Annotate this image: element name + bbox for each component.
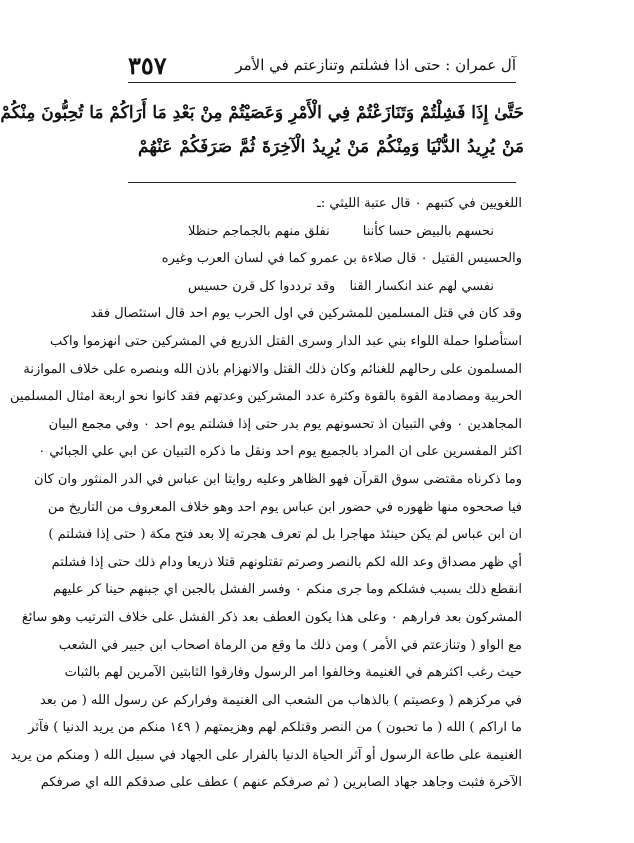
verse-line: حَتَّىٰ إِذَا فَشِلْتُمْ وَتَنَازَعْتُمْ فِي الْأَمْرِ وَعَصَيْتُمْ مِنْ بَعْدِ مَا أَرَاكُمْ مَا تُحِبُّونَ مِنْكُمْ [0, 103, 524, 123]
commentary-line: فيا صححوه منها ظهوره في حضور ابن عباس يوم احد وهو خلاف المعروف من التاريخ من [47, 499, 522, 515]
poetry-verse [128, 218, 522, 246]
header-title: آل عمران : حتى اذا فشلتم وتنازعتم في الأمر [235, 56, 516, 74]
poem-hemistich-second: نفلق منهم بالجماجم حنظلا [188, 223, 330, 239]
commentary-line: أي ظهر مصداق وعد الله لكم بالنصر وصرتم تقتلونهم قتلا ذريعا ودام ذلك حتى إذا فشلتم [51, 554, 522, 570]
commentary-line: وما ذكرناه مقتضى سوق القرآن فهو الظاهر وعليه روايتا ابن عباس في الدر المنثور وان كان [34, 471, 522, 487]
commentary-line: الحربية ومصادمة القوة بالقوة وكثرة عدد المشركين وعدتهم فقد كانوا نحو اربعة امثال المسلمين [9, 389, 522, 405]
commentary-line: في مركزهم ( وعصيتم ) بالذهاب من الشعب الى الغنيمة وفراركم عن رسول الله ( من بعد [39, 692, 522, 708]
commentary-line: انقطع ذلك بسبب فشلكم وما جرى منكم ٠ وفسر الفشل بالجبن اي جبنهم حينا كر عليهم [53, 582, 522, 598]
header-rule [128, 82, 516, 83]
commentary-line: حيث رغب اكثرهم في الغنيمة وخالفوا امر الرسول وفارقوا الثابتين الآمرين لهم بالثبات [64, 665, 522, 681]
poem-hemistich-second: وقد ترددوا كل قرن حسيس [188, 278, 336, 294]
commentary-line: اكثر المفسرين على ان المراد بالجميع يوم احد ونقل ما ذكره التبيان عن ابي علي الجبائي ٠ [38, 444, 522, 460]
commentary-line: المسلمون على رحالهم للغنائم وكان ذلك القتل والانهزام باذن الله وبنصره على خلاف الموازنة [23, 361, 522, 377]
running-header [128, 50, 516, 80]
commentary-line: الغنيمة على طاعة الرسول أو آثر الحياة الدنيا بالفرار على الجهاد في سبيل الله ( ومنكم من يريد [10, 747, 522, 763]
commentary-line: المجاهدين ٠ وفي التبيان اذ تحسونهم يوم بدر حتى إذا فشلتم يوم احد ٠ وفي مجمع البيان [48, 416, 522, 432]
commentary-line: ما اراكم ) الله ( ما تحبون ) من النصر وقتلكم لهم وهزيمتهم ( ١٤٩ منكم من يريد الدنيا ) فآثر [28, 720, 522, 736]
commentary-line: استأصلوا حملة اللواء بني عبد الدار وسرى القتل الذريع في المشركين حتى انهزموا واكب [50, 333, 522, 349]
poetry-verse [128, 273, 522, 301]
verse-separator-rule [128, 182, 516, 183]
poem-hemistich-first: نحسهم بالبيض حسا كأننا [362, 223, 494, 239]
poem-hemistich-first: نفسي لهم عند انكسار القنا [349, 278, 494, 294]
verse-line: مَنْ يُرِيدُ الدُّنْيَا وَمِنْكُمْ مَنْ يُرِيدُ الْآخِرَةَ ثُمَّ صَرَفَكُمْ عَنْهُمْ [138, 137, 524, 157]
commentary-line: والحسيس القتيل ٠ قال صلاءة بن عمرو كما في لسان العرب وغيره [161, 251, 522, 267]
commentary-line: مع الواو ( وتنازعتم في الأمر ) ومن ذلك ما وقع من الرماة اصحاب ابن جبير في الشعب [58, 637, 522, 653]
commentary-line: وقد كان في قتل المسلمين للمشركين في اول الحرب يوم احد قال استئصال فقد [90, 306, 522, 322]
quran-verse-block [0, 96, 524, 164]
commentary-line: المشركون بعد فرارهم ٠ وعلى هذا يكون العطف بعد ذكر الفشل على خلاف الترتيب وهو سائغ [21, 609, 522, 625]
page-number: ٣٥٧ [128, 50, 167, 80]
commentary-line: ان ابن عباس لم يكن حينئذ مهاجرا بل لم تعرف هجرته إلا بعد فتح مكة ( حتى إذا فشلتم ) [48, 527, 522, 543]
commentary-text [9, 190, 522, 797]
commentary-line: اللغويين في كتبهم ٠ قال عتبة الليثي :ـ [317, 196, 522, 211]
commentary-line: الآخرة فثبت وجاهد جهاد الصابرين ( ثم صرفكم عنهم ) عطف على صدقكم الله اي صرفكم [40, 775, 522, 791]
